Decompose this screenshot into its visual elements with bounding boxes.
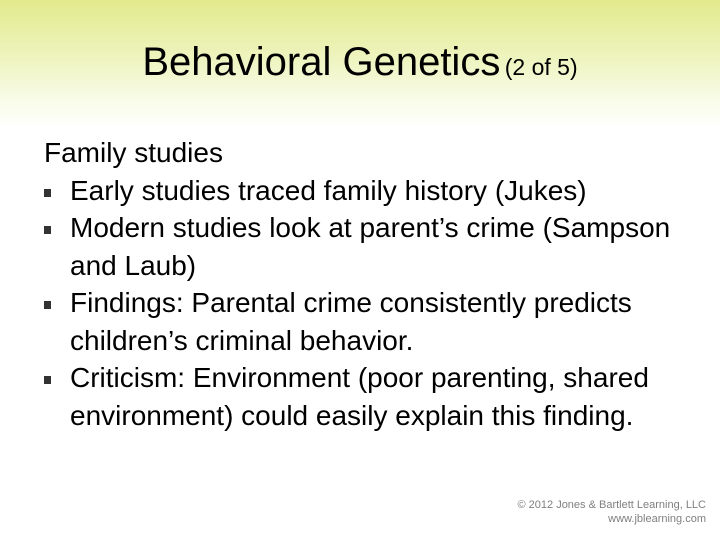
bullet-item [44, 209, 704, 284]
copyright-footer [518, 498, 707, 526]
title-main: Behavioral Genetics [142, 40, 501, 84]
section-heading: Family studies [44, 137, 223, 168]
title-suffix: (2 of 5) [504, 54, 578, 80]
square-bullet-icon [44, 376, 51, 384]
slide-title [0, 42, 720, 82]
bullet-text: Modern studies look at parent’s crime (Sampson and Laub) [70, 212, 671, 281]
bullet-item [44, 172, 704, 210]
bullet-text: Findings: Parental crime consistently predicts children’s criminal behavior. [70, 287, 632, 356]
bullet-text: Criticism: Environment (poor parenting, shared environment) could easily explain this finding. [70, 362, 649, 431]
bullet-item [44, 359, 704, 434]
bullet-list [44, 172, 704, 435]
square-bullet-icon [44, 189, 51, 197]
bullet-item [44, 284, 704, 359]
website-text: www.jblearning.com [608, 513, 706, 525]
square-bullet-icon [44, 226, 51, 234]
slide-content [44, 134, 704, 434]
bullet-text: Early studies traced family history (Jukes) [70, 174, 587, 206]
square-bullet-icon [44, 301, 51, 309]
copyright-text: © 2012 Jones & Bartlett Learning, LLC [517, 499, 706, 511]
